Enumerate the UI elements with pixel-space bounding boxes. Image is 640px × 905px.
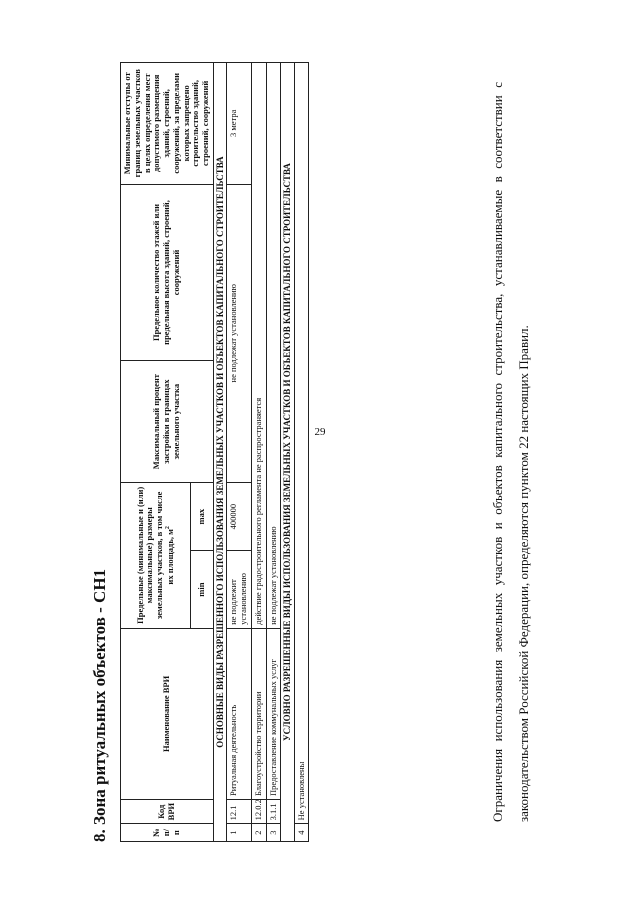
zone-title: 8. Зона ритуальных объектов - СН1	[90, 568, 109, 842]
col-header-setback: Минимальные отступы от границ земельных участков в целях определения мест допустимого размещения зданий, строений, сооружений, за пределами которых запрещено строительство зданий, строений, сооружений	[121, 63, 214, 185]
col-header-num: № п/п	[121, 824, 214, 842]
col-header-percent: Максимальный процент застройки в границах земельного участка	[121, 361, 214, 483]
regulations-table	[120, 62, 309, 842]
section-main-row	[213, 63, 226, 842]
table-row: 1 12.1 Ритуальная деятельность не подлежит установлению 400000 не подлежат установлению 3 метра	[227, 63, 252, 842]
table-row: 4 Не установлены	[294, 63, 309, 842]
col-header-code: Код ВРИ	[121, 800, 214, 824]
table-row: 3 3.1.1 Предоставление коммунальных услуг не подлежат установлению	[266, 63, 281, 842]
section-conditional-row	[281, 63, 294, 842]
col-header-name: Наименование ВРИ	[121, 628, 214, 799]
section-main: ОСНОВНЫЕ ВИДЫ РАЗРЕШЕННОГО ИСПОЛЬЗОВАНИЯ ЗЕМЕЛЬНЫХ УЧАСТКОВ И ОБЪЕКТОВ КАПИТАЛЬНОГО СТРОИТЕЛЬСТВА	[213, 63, 226, 842]
rotated-page-content	[40, 22, 600, 882]
col-header-min: min	[190, 551, 213, 628]
page-number: 29	[314, 426, 326, 438]
header-row	[121, 63, 191, 842]
col-header-floors: Предельное количество этажей или предельная высота зданий, строений, сооружений	[121, 184, 214, 361]
col-header-sizes: Предельные (минимальные и (или) максимальные) размеры земельных участков, в том числе их площадь, $м^2$	[121, 482, 191, 628]
table-row: 2 12.0.2 Благоустройство территории действие градостроительного регламента не распространяется	[251, 63, 266, 842]
section-conditional: УСЛОВНО РАЗРЕШЕННЫЕ ВИДЫ ИСПОЛЬЗОВАНИЯ ЗЕМЕЛЬНЫХ УЧАСТКОВ И ОБЪЕКТОВ КАПИТАЛЬНОГО СТРОИТЕЛЬСТВА	[281, 63, 294, 842]
restrictions-paragraph: Ограничения использования земельных участков и объектов капитального строительства, устанавливаемые в соответствии с законодательством Российской Федерации, определяются пунктом 22 настоящих Правил.	[490, 82, 531, 822]
col-header-max: max	[190, 482, 213, 551]
